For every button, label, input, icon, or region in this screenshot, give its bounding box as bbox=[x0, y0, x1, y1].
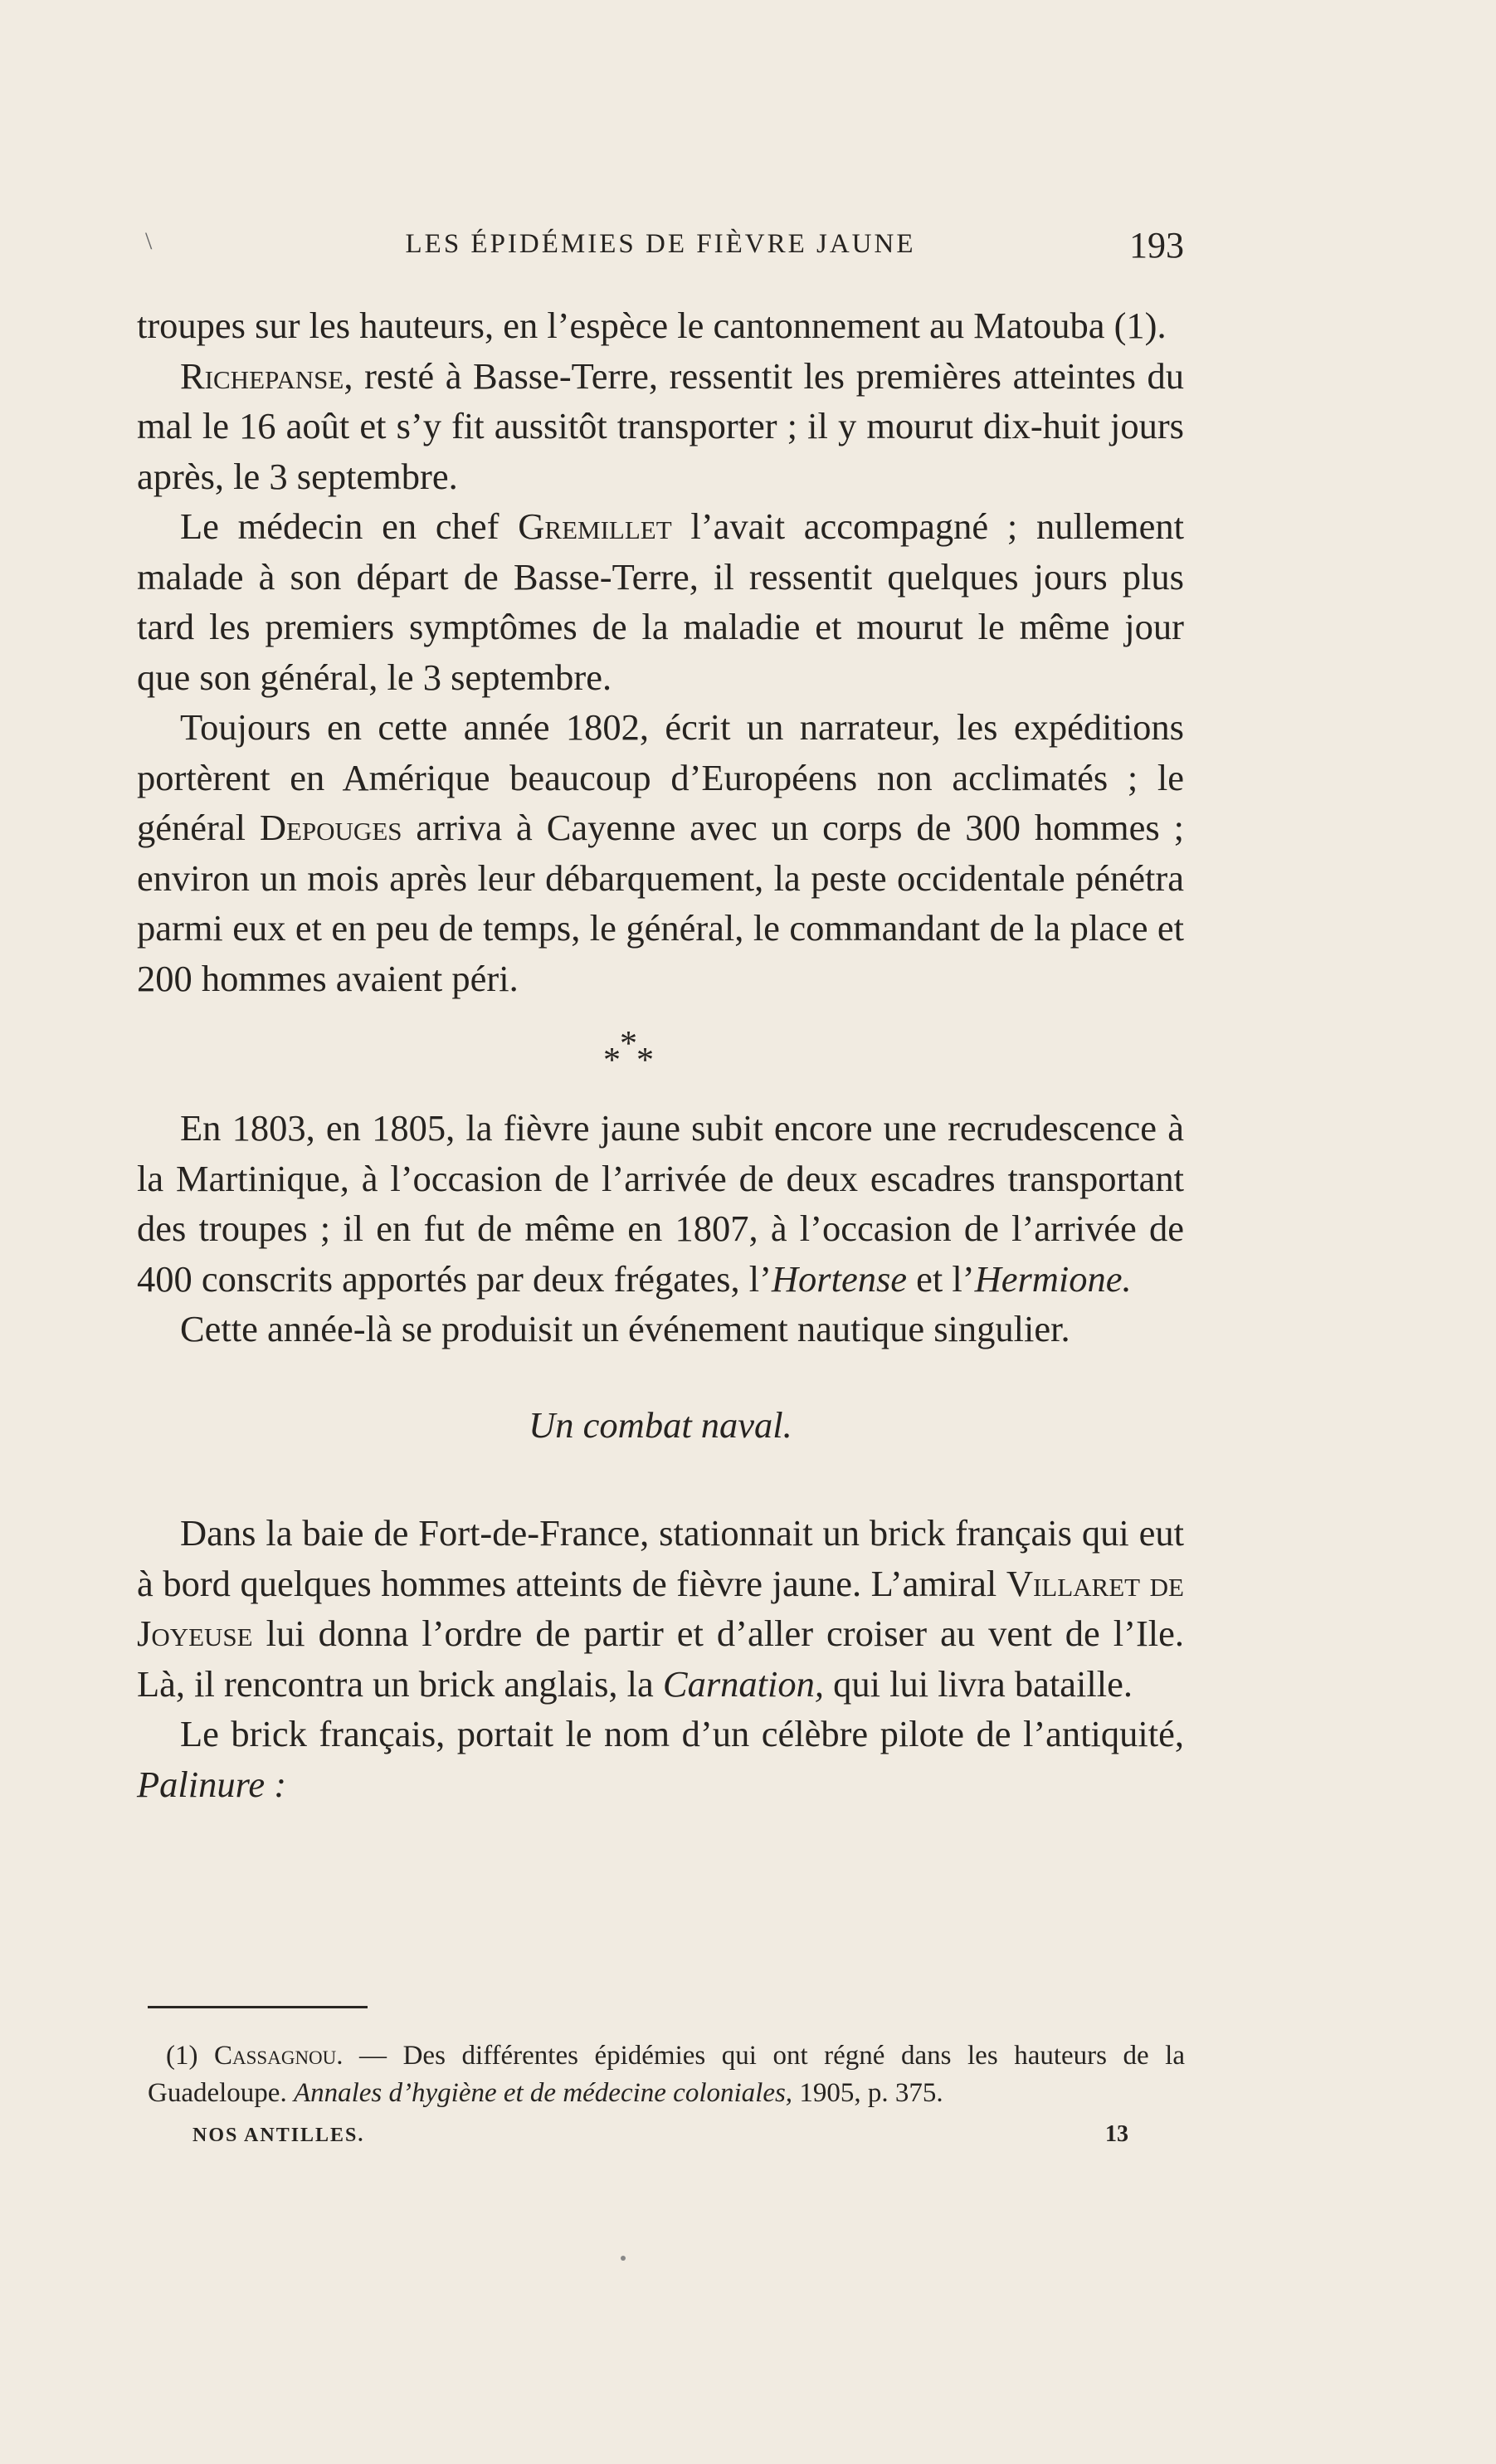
footnote: (1) Cassagnou. — Des différentes épidémies qui ont régné dans les hauteurs de la Guadeloupe. Annales d’hygiène et de médecine coloniales, 1905, p. 375. bbox=[148, 2041, 1186, 2108]
body-text bbox=[137, 300, 1184, 1809]
person-name: Depouges bbox=[259, 807, 402, 848]
signature-label: NOS ANTILLES. bbox=[192, 2125, 365, 2146]
asterism-star: * bbox=[620, 1025, 637, 1063]
footnote-author: Cassagnou bbox=[214, 2041, 337, 2071]
footnote-rule bbox=[148, 2006, 368, 2008]
margin-mark: \ bbox=[145, 227, 153, 255]
ship-name: Palinure : bbox=[137, 1763, 287, 1805]
section-subheading: Un combat naval. bbox=[529, 1403, 792, 1446]
person-name: Gremillet bbox=[518, 505, 672, 547]
asterism-star: * bbox=[636, 1042, 654, 1080]
person-name: Villaret de Joyeuse bbox=[137, 1562, 1184, 1654]
paragraph-1: troupes sur les hauteurs, en l’espèce le cantonnement au Matouba (1). bbox=[137, 305, 1167, 346]
running-title: LES ÉPIDÉMIES DE FIÈVRE JAUNE bbox=[405, 229, 916, 259]
page-header bbox=[137, 224, 1184, 274]
paragraph-2: Richepanse, resté à Basse-Terre, ressentit les premières atteintes du mal le 16 août et s’y fit aussitôt transporter ; il y mourut dix-huit jours après, le 3 septembre. bbox=[137, 354, 1184, 497]
signature-number: 13 bbox=[1105, 2121, 1128, 2147]
paragraph-8: Le brick français, portait le nom d’un célèbre pilote de l’antiquité, Palinure : bbox=[137, 1713, 1184, 1805]
asterism bbox=[137, 1003, 1184, 1103]
asterism-star: * bbox=[603, 1042, 621, 1080]
ship-name: Hermione. bbox=[974, 1257, 1132, 1300]
page-number: 193 bbox=[1129, 225, 1184, 266]
paragraph-6: Cette année-là se produisit un événement nautique singulier. bbox=[180, 1308, 1070, 1349]
ship-name: Hortense bbox=[771, 1257, 908, 1300]
footnote-marker: (1) bbox=[166, 2041, 215, 2071]
paper-speck bbox=[621, 2256, 626, 2261]
paragraph-5: En 1803, en 1805, la fièvre jaune subit encore une recrudescence à la Martinique, à l’occasion de l’arrivée de deux escadres transportant des troupes ; il en fut de même en 1807, à l’occasion de l’arrivée de 400 conscrits apportés par deux frégates, l’Hortense et l’Hermione. bbox=[137, 1107, 1184, 1300]
person-name: Richepanse bbox=[180, 354, 344, 397]
paragraph-3: Le médecin en chef Gremillet l’avait accompagné ; nullement malade à son départ de Basse-Terre, il ressentit quelques jours plus tard les premiers symptômes de la maladie et mourut le même jour que son général, le 3 septembre. bbox=[137, 505, 1184, 698]
journal-title: Annales d’hygiène et de médecine coloniales, bbox=[293, 2078, 793, 2108]
paragraph-7: Dans la baie de Fort-de-France, stationnait un brick français qui eut à bord quelques hommes atteints de fièvre jaune. L’amiral Villaret de Joyeuse lui donna l’ordre de partir et d’aller croiser au vent de l’Ile. Là, il rencontra un brick anglais, la Carnation, qui lui livra bataille. bbox=[137, 1512, 1184, 1705]
paragraph-4: Toujours en cette année 1802, écrit un narrateur, les expéditions portèrent en Amérique beaucoup d’Européens non acclimatés ; le général Depouges arriva à Cayenne avec un corps de 300 hommes ; environ un mois après leur débarquement, la peste occidentale pénétra parmi eux et en peu de temps, le général, le commandant de la place et 200 hommes avaient péri. bbox=[137, 706, 1184, 999]
ship-name: Carnation, bbox=[662, 1662, 824, 1705]
